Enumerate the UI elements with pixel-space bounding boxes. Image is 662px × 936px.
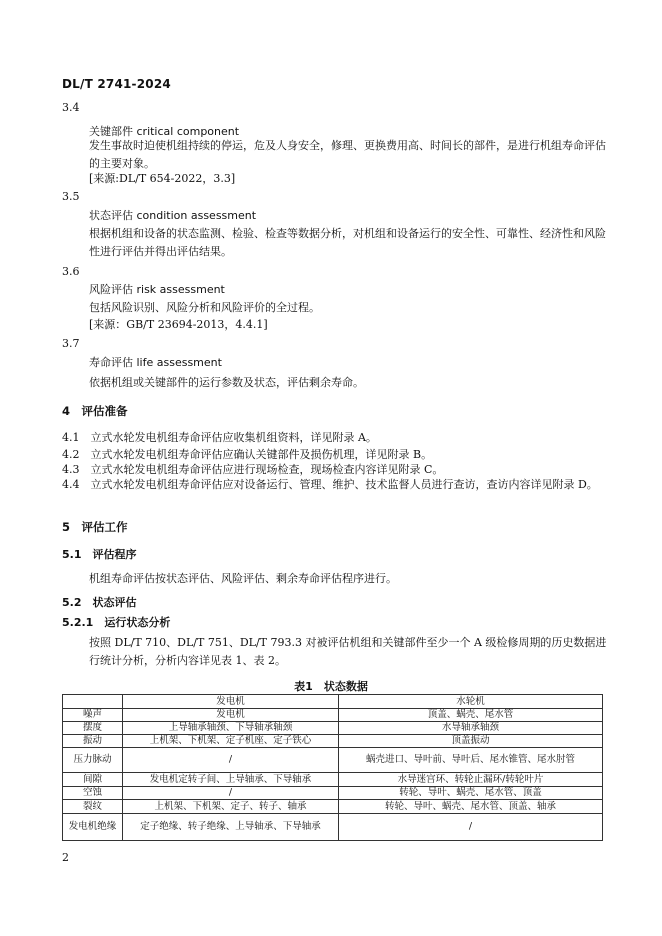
term-name: 寿命评估 life assessment xyxy=(89,356,222,369)
table-header xyxy=(63,695,123,709)
table-cell: 压力脉动 xyxy=(63,748,123,773)
table-cell: 发电机绝缘 xyxy=(63,814,123,841)
table-row xyxy=(63,722,603,735)
table-cell: 发电机定转子间、上导轴承、下导轴承 xyxy=(123,773,339,787)
page-number: 2 xyxy=(62,851,69,864)
paragraph: 机组寿命评估按状态评估、风险评估、剩余寿命评估程序进行。 xyxy=(89,572,397,585)
term-definition: 根据机组和设备的状态监测、检验、检查等数据分析，对机组和设备运行的安全性、可靠性、经济性和风险性进行评估并得出评估结果。 xyxy=(89,227,606,258)
table-cell: 水导迷宫环、转轮止漏环/转轮叶片 xyxy=(339,773,603,787)
table-cell: 间隙 xyxy=(63,773,123,787)
table-row xyxy=(63,773,603,787)
table-cell: 上机架、下机架、定子、转子、轴承 xyxy=(123,800,339,814)
list-item: 4.2 立式水轮发电机组寿命评估应确认关键部件及损伤机理，详见附录 B。 xyxy=(62,448,433,461)
table-header: 水轮机 xyxy=(339,695,603,709)
list-item: 4.1 立式水轮发电机组寿命评估应收集机组资料，详见附录 A。 xyxy=(62,431,377,444)
table-cell: 转轮、导叶、蜗壳、尾水管、顶盖、轴承 xyxy=(339,800,603,814)
term-name: 风险评估 risk assessment xyxy=(89,283,225,296)
term-name: 状态评估 condition assessment xyxy=(89,209,257,222)
list-item: 4.3 立式水轮发电机组寿命评估应进行现场检查，现场检查内容详见附录 C。 xyxy=(62,463,444,476)
table-row xyxy=(63,748,603,773)
standard-number: DL/T 2741-2024 xyxy=(62,77,171,91)
table-cell: / xyxy=(123,787,339,800)
table-cell: 发电机 xyxy=(123,709,339,722)
table-caption: 表1 状态数据 xyxy=(294,680,368,693)
subsection-heading: 5.2 状态评估 xyxy=(62,596,137,609)
section-heading: 4 评估准备 xyxy=(62,404,128,418)
table-cell: 上导轴承轴颈、下导轴承轴颈 xyxy=(123,722,339,735)
list-item: 4.4 立式水轮发电机组寿命评估应对设备运行、管理、维护、技术监督人员进行查访，查访内容详见附录 D。 xyxy=(62,478,598,491)
table-cell: 蜗壳进口、导叶前、导叶后、尾水锥管、尾水肘管 xyxy=(339,748,603,773)
term-number: 3.7 xyxy=(62,337,80,350)
table-header-row xyxy=(63,695,603,709)
table-row xyxy=(63,787,603,800)
term-number: 3.4 xyxy=(62,101,80,114)
table-cell: 转轮、导叶、蜗壳、尾水管、顶盖 xyxy=(339,787,603,800)
table-cell: 裂纹 xyxy=(63,800,123,814)
table-row xyxy=(63,735,603,748)
table-header: 发电机 xyxy=(123,695,339,709)
term-definition: 包括风险识别、风险分析和风险评价的全过程。 xyxy=(89,301,320,314)
term-source: [来源:DL/T 654-2022，3.3] xyxy=(89,172,236,185)
table-cell: 上机架、下机架、定子机座、定子铁心 xyxy=(123,735,339,748)
status-data-table xyxy=(62,694,603,841)
paragraph: 按照 DL/T 710、DL/T 751、DL/T 793.3 对被评估机组和关键部件至少一个 A 级检修周期的历史数据进行统计分析，分析内容详见表 1、表 2。 xyxy=(89,636,607,667)
table-cell: / xyxy=(339,814,603,841)
table-cell: 水导轴承轴颈 xyxy=(339,722,603,735)
subsection-heading: 5.2.1 运行状态分析 xyxy=(62,616,171,629)
term-definition: 发生事故时迫使机组持续的停运，危及人身安全，修理、更换费用高、时间长的部件，是进行机组寿命评估的主要对象。 xyxy=(89,139,606,170)
section-heading: 5 评估工作 xyxy=(62,520,128,534)
table-row xyxy=(63,709,603,722)
table-cell: 顶盖、蜗壳、尾水管 xyxy=(339,709,603,722)
table-cell: 摆度 xyxy=(63,722,123,735)
table-cell: 定子绝缘、转子绝缘、上导轴承、下导轴承 xyxy=(123,814,339,841)
term-number: 3.5 xyxy=(62,190,80,203)
table-cell: 空蚀 xyxy=(63,787,123,800)
term-source: [来源：GB/T 23694-2013，4.4.1] xyxy=(89,318,268,331)
table-cell: 振动 xyxy=(63,735,123,748)
table-cell: 噪声 xyxy=(63,709,123,722)
subsection-heading: 5.1 评估程序 xyxy=(62,548,137,561)
term-name: 关键部件 critical component xyxy=(89,125,240,138)
term-definition: 依据机组或关键部件的运行参数及状态，评估剩余寿命。 xyxy=(89,376,364,389)
table-row xyxy=(63,814,603,841)
table-cell: / xyxy=(123,748,339,773)
term-number: 3.6 xyxy=(62,265,80,278)
table-cell: 顶盖振动 xyxy=(339,735,603,748)
table-row xyxy=(63,800,603,814)
